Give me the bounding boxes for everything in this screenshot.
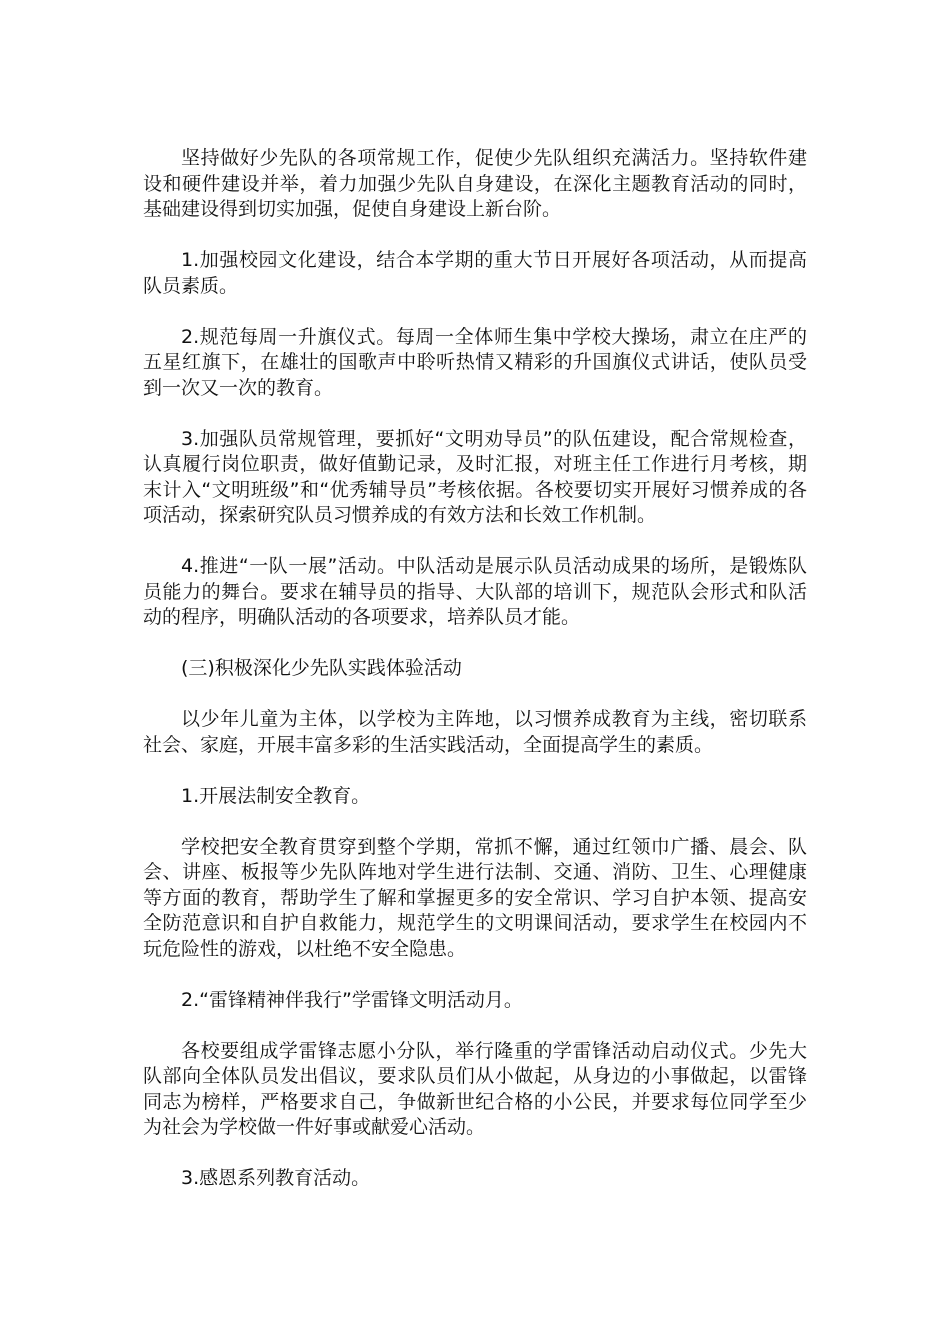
paragraph-practice-intro: 以少年儿童为主体，以学校为主阵地，以习惯养成教育为主线，密切联系社会、家庭，开展丰富多彩的生活实践活动，全面提高学生的素质。 — [143, 708, 807, 756]
paragraph-item-1-campus-culture: 1.加强校园文化建设，结合本学期的重大节日开展好各项活动，从而提高队员素质。 — [143, 249, 807, 297]
subheading-gratitude-education: 3.感恩系列教育活动。 — [181, 1167, 371, 1189]
paragraph-lei-feng-month: 各校要组成学雷锋志愿小分队，举行隆重的学雷锋活动启动仪式。少先大队部向全体队员发出倡议，要求队员们从小做起，从身边的小事做起，以雷锋同志为榜样，严格要求自己，争做新世纪合格的小公民，并要求每位同学至少为社会为学校做一件好事或献爱心活动。 — [143, 1039, 807, 1138]
section-heading-practice-activities: (三)积极深化少先队实践体验活动 — [181, 657, 462, 679]
paragraph-item-4-squad-exhibition: 4.推进“一队一展”活动。中队活动是展示队员活动成果的场所，是锻炼队员能力的舞台。要求在辅导员的指导、大队部的培训下，规范队会形式和队活动的程序，明确队活动的各项要求，培养队员才能。 — [143, 555, 807, 628]
document-page — [143, 146, 807, 1192]
subheading-lei-feng-month: 2.“雷锋精神伴我行”学雷锋文明活动月。 — [181, 988, 523, 1011]
paragraph-item-2-flag-raising: 2.规范每周一升旗仪式。每周一全体师生集中学校大操场，肃立在庄严的五星红旗下，在雄壮的国歌声中聆听热情又精彩的升国旗仪式讲话，使队员受到一次又一次的教育。 — [143, 325, 807, 399]
paragraph-item-3-routine-management: 3.加强队员常规管理，要抓好“文明劝导员”的队伍建设，配合常规检查，认真履行岗位职责，做好值勤记录，及时汇报，对班主任工作进行月考核，期末计入“文明班级”和“优秀辅导员”考核依据。各校要切实开展好习惯养成的各项活动，探索研究队员习惯养成的有效方法和长效工作机制。 — [143, 427, 807, 526]
paragraph-safety-education: 学校把安全教育贯穿到整个学期，常抓不懈，通过红领巾广播、晨会、队会、讲座、板报等少先队阵地对学生进行法制、交通、消防、卫生、心理健康等方面的教育，帮助学生了解和掌握更多的安全常识、学习自护本领、提高安全防范意识和自护自救能力，规范学生的文明课间活动，要求学生在校园内不玩危险性的游戏，以杜绝不安全隐患。 — [143, 835, 807, 960]
subheading-safety-education: 1.开展法制安全教育。 — [181, 784, 371, 807]
paragraph-intro: 坚持做好少先队的各项常规工作，促使少先队组织充满活力。坚持软件建设和硬件建设并举，着力加强少先队自身建设，在深化主题教育活动的同时，基础建设得到切实加强，促使自身建设上新台阶。 — [143, 147, 807, 220]
